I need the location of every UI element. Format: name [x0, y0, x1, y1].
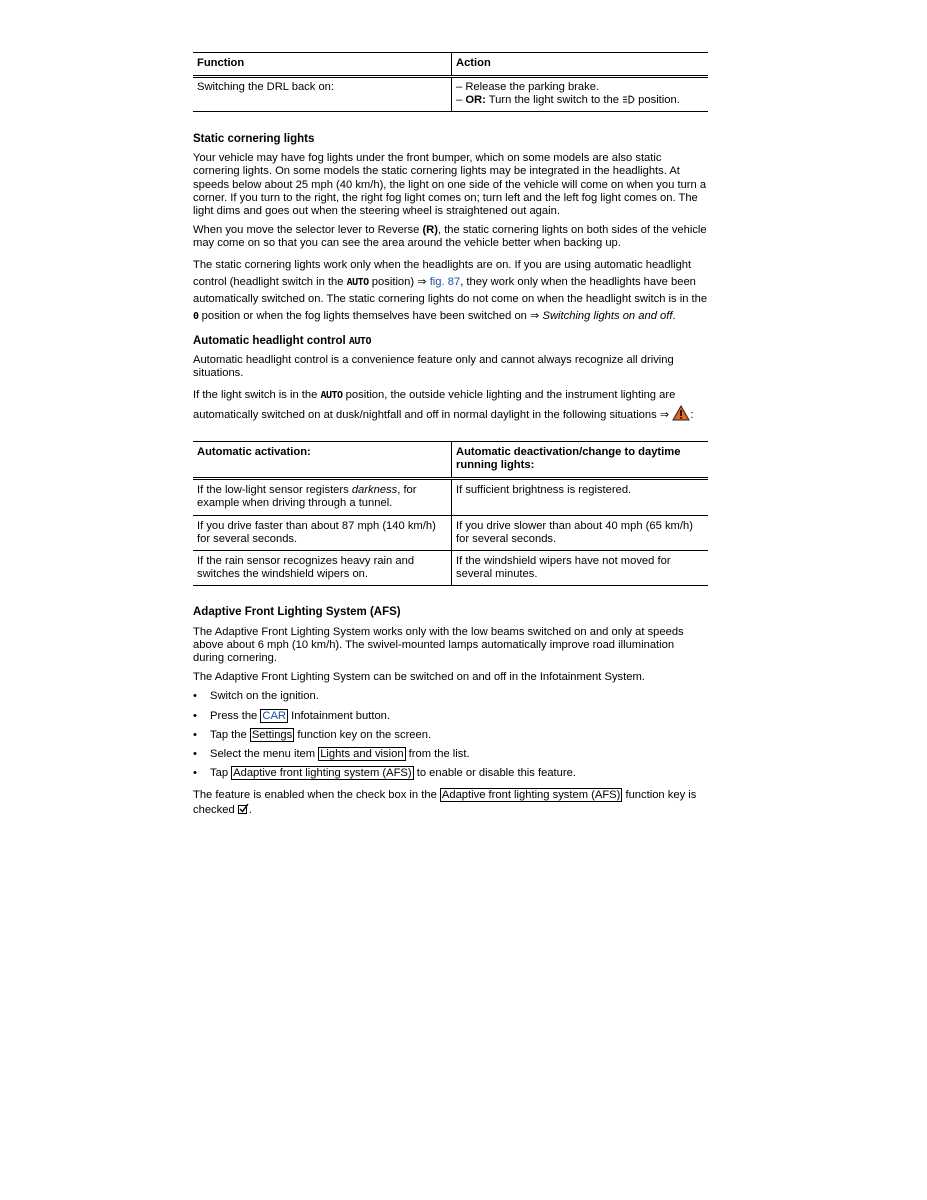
auto-headlight-p2: If the light switch is in the AUTO position, the outside vehicle lighting and the instrument lighting are automatically switched on at dusk/nightfall and off in normal daylight in the following situations ⇒ :: [193, 386, 708, 427]
list-item: • Tap Adaptive front lighting system (AFS) to enable or disable this feature.: [193, 767, 708, 780]
afs-p1: The Adaptive Front Lighting System works only with the low beams switched on and only at speeds above about 6 mph (10 km/h). The swivel-mounted lamps automatically improve road illumination during cornering.: [193, 625, 684, 665]
auto-activation-table: [193, 441, 708, 586]
list-item: • Tap the Settings function key on the screen.: [193, 729, 708, 742]
table-header-deactivation: Automatic deactivation/change to daytime running lights:: [452, 442, 709, 479]
activation-cell: If the low-light sensor registers darkness, for example when driving through a tunnel.: [193, 479, 452, 515]
action-line-1: – Release the parking brake.: [456, 81, 600, 93]
static-cornering-p1: Your vehicle may have fog lights under the front bumper, which on some models are also static cornering lights. On some models the static cornering lights may be integrated in the headlights. At speeds below about 25 mph (40 km/h), the light on one side of the vehicle will come on when you turn a corner. If you turn to the right, the right fog light comes on; turn left and the left fog light comes on. The light dims and goes out when the steering wheel is straightened out again.: [193, 152, 707, 218]
table-header-action: Action: [452, 53, 709, 77]
static-cornering-p3: The static cornering lights work only when the headlights are on. If you are using automatic headlight control (headlight switch in the AUTO position) ⇒ fig. 87, they work only when the headlights have been automatically switched on. The static cornering lights do not come on when the headlight switch is in the 0 position or when the fog lights themselves have been switched on ⇒ Switching lights on and off.: [193, 258, 708, 322]
action-end: position.: [635, 94, 680, 107]
activation-cell: If you drive faster than about 87 mph (140 km/h) for several seconds.: [193, 515, 452, 550]
afs-function-key[interactable]: Adaptive front lighting system (AFS): [441, 789, 621, 802]
lights-and-vision-menu-item[interactable]: Lights and vision: [320, 748, 404, 761]
list-item: • Select the menu item Lights and vision from the list.: [193, 748, 708, 761]
table-row: [193, 515, 708, 550]
deactivation-cell: If the windshield wipers have not moved for several minutes.: [452, 551, 709, 586]
table-header-function: Function: [193, 53, 452, 77]
afs-function-key[interactable]: Adaptive front lighting system (AFS): [233, 767, 412, 780]
action-cell: [452, 77, 709, 112]
daytime-running-light-icon: [622, 94, 635, 106]
table-row: [193, 479, 708, 515]
action-line-2: [456, 94, 704, 107]
afs-steps-list: [193, 690, 708, 780]
auto-symbol: AUTO: [320, 390, 343, 402]
deactivation-cell: If you drive slower than about 40 mph (65 km/h) for several seconds.: [452, 515, 709, 550]
action-text: Turn the light switch to the: [485, 94, 623, 107]
auto-headlight-p1: Automatic headlight control is a convenience feature only and cannot always recognize all driving situations.: [193, 353, 674, 380]
car-button[interactable]: CAR: [262, 709, 286, 722]
drl-function-table: [193, 52, 708, 112]
list-item: • Switch on the ignition.: [193, 690, 708, 703]
action-dash: –: [456, 94, 466, 107]
auto-symbol: AUTO: [348, 335, 371, 347]
table-row: [193, 551, 708, 586]
afs-p3: The feature is enabled when the check box in the Adaptive front lighting system (AFS) function key is checked .: [193, 789, 697, 817]
auto-headlight-heading: Automatic headlight control AUTO: [193, 334, 371, 347]
function-cell: Switching the DRL back on:: [193, 77, 452, 112]
warning-triangle-icon[interactable]: [672, 405, 690, 427]
switching-lights-reference[interactable]: Switching lights on and off: [542, 309, 673, 322]
afs-p2: The Adaptive Front Lighting System can be switched on and off in the Infotainment System.: [193, 671, 645, 684]
afs-heading: Adaptive Front Lighting System (AFS): [193, 606, 401, 619]
auto-symbol: AUTO: [346, 276, 369, 288]
checked-box-icon: [238, 804, 249, 816]
activation-cell: If the rain sensor recognizes heavy rain and switches the windshield wipers on.: [193, 551, 452, 586]
table-row: [193, 77, 708, 112]
static-cornering-p2: When you move the selector lever to Reverse (R), the static cornering lights on both sides of the vehicle may come on so that you can see the area around the vehicle better when backing up.: [193, 224, 707, 250]
deactivation-cell: If sufficient brightness is registered.: [456, 484, 632, 497]
static-cornering-heading: Static cornering lights: [193, 133, 315, 145]
settings-key[interactable]: Settings: [251, 728, 293, 741]
table-header-activation: Automatic activation:: [193, 442, 452, 479]
action-or: OR:: [465, 94, 486, 107]
zero-symbol: 0: [193, 310, 199, 322]
document-page: [193, 52, 708, 818]
fig-87-link[interactable]: fig. 87: [429, 275, 461, 288]
list-item: • Press the CAR Infotainment button.: [193, 710, 708, 723]
